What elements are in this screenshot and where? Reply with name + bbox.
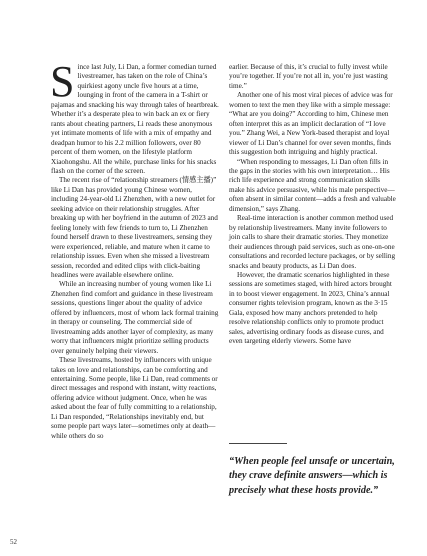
body-paragraph: While an increasing number of young women like Li Zhenzhen find comfort and guidance in these livestream sessions, questions linger about the quality of advice offered by influencers, most of whom lack formal training in therapy or counseling. The commercial side of livestreaming adds another layer of complexity, as many worry that influencers might prioritize selling products over genuinely helping their viewers. <box>51 280 219 355</box>
page-number: 52 <box>10 538 17 546</box>
continued-paragraph: earlier. Because of this, it’s crucial to fully invest while you’re together. If you’re not all in, you’re just wasting time.” <box>229 63 388 90</box>
body-paragraph: “When responding to messages, Li Dan often fills in the gaps in the stories with his own interpretation… His rich life experience and strong communication skills make his advice persuasive, while his male perspective—often absent in similar content—adds a fresh and valuable dimension,” says Zhang. <box>229 157 396 213</box>
body-paragraph: Another one of his most viral pieces of advice was for women to text the men they like with a simple message: “What are you doing?” According to him, Chinese men often interpret this as an implicit declaration of “I love you.” Zhang Wei, a New York-based therapist and loyal viewer of Li Dan’s channel for over seven months, finds this suggestion both intriguing and highly practical. <box>229 91 393 157</box>
opening-paragraph <box>50 57 219 176</box>
body-paragraph: However, the dramatic scenarios highlighted in these sessions are sometimes staged, with hired actors brought in to boost viewer engagement. In 2023, China’s annual consumer rights television program, known as the 3·15 Gala, exposed how many anchors pretended to help resolve relationship conflicts only to promote product sales, advertising ordinary foods as disease cures, and even targeting elderly viewers. Some have <box>229 270 392 346</box>
pullquote-rule <box>229 443 287 444</box>
left-column <box>50 57 219 441</box>
drop-cap: S <box>50 57 75 106</box>
paragraph-text: ince last July, Li Dan, a former comedian turned livestreamer, has taken on the role of China’s quirkiest agony uncle five hours at a time, lounging in front of the camera in a T-shirt or pajamas and snacking his way through tales of heartbreak. Whether it’s a desperate plea to win back an ex or fiery rants about cheating partners, Li reads these anonymous yet intimate moments of life with a mix of empathy and deadpan humor to his 2.2 million followers, over 80 percent of them women, on the lifestyle platform Xiaohongshu. All the while, purchase links for his snacks flash on the corner of the screen. <box>51 63 219 175</box>
body-paragraph: Real-time interaction is another common method used by relationship livestreamers. Many invite followers to join calls to share their dramatic stories. They monetize their audiences through paid services, such as one-on-one consultations and recorded lecture packages, or by selling snacks and beauty products, as Li Dan does. <box>229 214 396 270</box>
right-column <box>229 63 397 347</box>
body-paragraph: The recent rise of “relationship streamers (情感主播)” like Li Dan has provided young Chinese women, including 24-year-old Li Zhenzhen, with a new outlet for seeking advice on their relationship struggles. After breaking up with her boyfriend in the autumn of 2023 and feeling lonely with few friends to turn to, Li Zhenzhen found herself drawn to these livestreamers, sensing they were experienced, reliable, and mature when it came to relationship issues. Even when she missed a livestream session, recorded and edited clips with click-baiting headlines were available elsewhere online. <box>51 176 218 279</box>
body-paragraph: These livestreams, hosted by influencers with unique takes on love and relationships, can be comforting and entertaining. Some people, like Li Dan, read comments or direct messages and respond with instant, witty reactions, offering advice without judgment. Once, when he was asked about the fear of fully committing to a relationship, Li Dan responded, “Relationships inevitably end, but some people part ways later—sometimes only at death—while others do so <box>51 356 218 440</box>
pull-quote: “When people feel unsafe or uncertain, they crave definite answers—which is precisely what these hosts provide.” <box>229 456 395 496</box>
